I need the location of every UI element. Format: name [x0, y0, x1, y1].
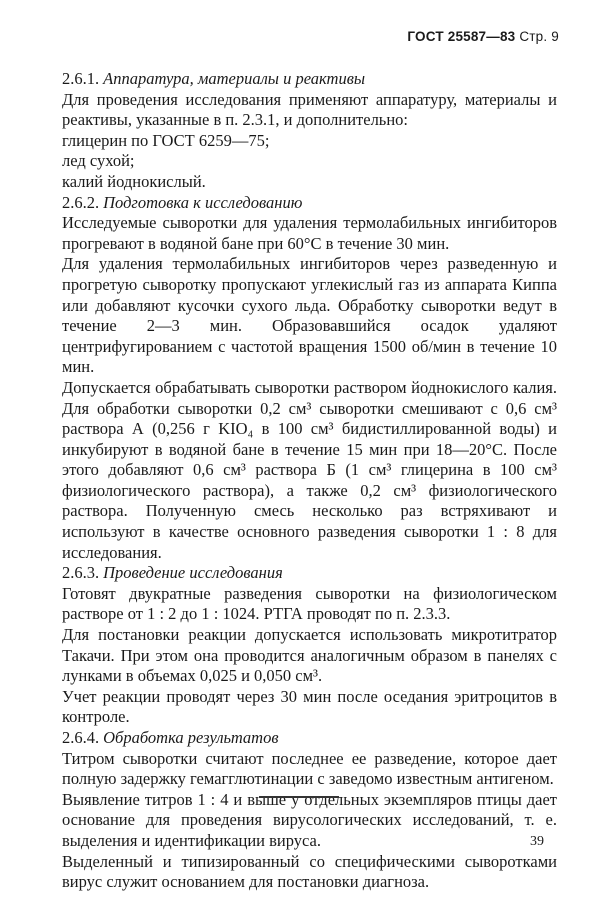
page-label: Стр. 9 — [519, 29, 559, 44]
section-heading — [62, 69, 557, 90]
page-number: 39 — [530, 834, 544, 849]
section-title: Проведение исследования — [103, 563, 283, 583]
section-heading — [62, 563, 557, 584]
section-heading — [62, 728, 557, 749]
section-number: 2.6.4. — [62, 728, 100, 747]
paragraph: Для проведения исследования применяют аппаратуру, материалы и реактивы, указанные в п. 2.3.1, и дополнительно: — [62, 89, 557, 130]
list-item: глицерин по ГОСТ 6259—75; — [62, 130, 270, 150]
paragraph: Готовят двукратные разведения сыворотки на физиологическом растворе от 1 : 2 до 1 : 1024. РТГА проводят по п. 2.3.3. — [62, 583, 557, 624]
section-number: 2.6.2. — [62, 192, 100, 212]
paragraph: Учет реакции проводят через 30 мин после оседания эритроцитов в контроле. — [62, 686, 557, 727]
document-body — [62, 69, 557, 893]
section-title: Подготовка к исследованию — [103, 192, 303, 212]
list-item: лед сухой; — [62, 151, 135, 171]
paragraph: Для постановки реакции допускается использовать микротитратор Такачи. При этом она проводится аналогичным образом в панелях с лунками в объемах 0,025 и 0,050 см³. — [62, 625, 557, 686]
section-title: Аппаратура, материалы и реактивы — [103, 69, 366, 88]
end-rule — [259, 796, 339, 798]
paragraph: Для удаления термолабильных ингибиторов через разведенную и прогретую сыворотку пропускают углекислый газ из аппарата Киппа или добавляют кусочки сухого льда. Обработку сыворотки ведут в течение 2—3 мин. Образовавшийся осадок удаляют центрифугированием с частотой вращения 1500 об/мин в течение 10 мин. — [62, 254, 557, 377]
section-number: 2.6.3. — [62, 563, 100, 583]
paragraph: Исследуемые сыворотки для удаления термолабильных ингибиторов прогревают в водяной бане при 60°С в течение 30 мин. — [62, 213, 557, 253]
section-title: Обработка результатов — [103, 728, 279, 747]
paragraph: Выявление титров 1 : 4 и выше у отдельных экземпляров птицы дает основание для проведения вирусологических исследований, т. е. выделения и идентификации вируса. — [62, 789, 557, 850]
gost-number: ГОСТ 25587—83 — [407, 29, 516, 44]
section-heading — [62, 193, 557, 214]
page-header — [407, 29, 559, 44]
paragraph: Титром сыворотки считают последнее ее разведение, которое дает полную задержку гемагглютинации с заведомо известным антигеном. — [62, 748, 557, 789]
paragraph: Допускается обрабатывать сыворотки раствором йоднокислого калия. Для обработки сыворотки 0,2 см³ сыворотки смешивают с 0,6 см³ раствора А (0,256 г KIO₄ в 100 см³ бидистиллированной воды) и инкубируют в водяной бане в течение 15 мин при 18—20°С. После этого добавляют 0,6 см³ раствора Б (1 см³ глицерина в 100 см³ физиологического раствора), а также 0,2 см³ физиологического раствора. Полученную смесь несколько раз встряхивают и используют в качестве основного разведения сыворотки 1 : 8 для исследования. — [62, 377, 557, 562]
section-number: 2.6.1. — [62, 69, 100, 88]
list-item: калий йоднокислый. — [62, 171, 206, 191]
paragraph: Выделенный и типизированный со специфическими сыворотками вирус служит основанием для постановки диагноза. — [62, 851, 557, 892]
